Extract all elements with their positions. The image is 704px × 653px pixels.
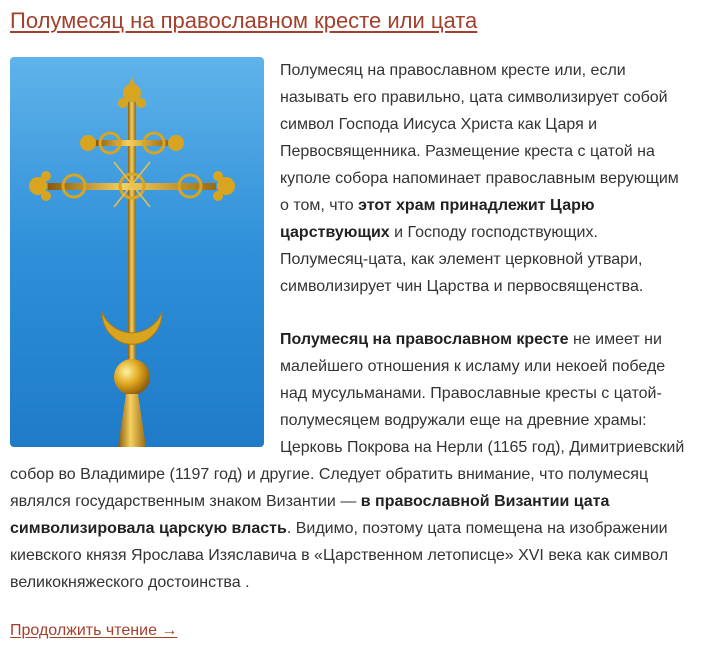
bold-phrase-2: Полумесяц на православном кресте (280, 331, 569, 348)
orthodox-cross-image (10, 57, 264, 447)
paragraph-2: Полумесяц на православном кресте не имеет ни малейшего отношения к исламу или некоей победе над мусульманами. Православные кресты с цатой-полумесяцем водружали еще на древние храмы: Церковь Покрова на Нерли (1165 год), Димитриевский собор во Владимире (1197 год) и другие. Следует обратить внимание, что полумесяц являлся государственным знаком Византии — в православной Византии цата символизировала царскую власть. Видимо, поэтому цата помещена на изображении киевского князя Ярослава Изяславича в «Царственном летописце» XVI века как символ великокняжеского достоинства . (10, 331, 685, 591)
bold-phrase-1: этот храм принадлежит Царю царствующих (280, 197, 595, 241)
paragraph-1: Полумесяц на православном кресте или, если называть его правильно, цата символизирует собой символ Господа Иисуса Христа как Царя и Первосвященника. Размещение креста с цатой на куполе собора напоминает православным верующим о том, что этот храм принадлежит Царю царствующих и Господу господствующих. Полумесяц-цата, как элемент церковной утвари, символизирует чин Царства и первосвященства. (280, 62, 679, 295)
post-title-link[interactable]: Полумесяц на православном кресте или цата (10, 8, 478, 33)
post-content (10, 57, 690, 596)
read-more-link[interactable]: Продолжить чтение → (10, 622, 178, 639)
post-title (10, 6, 477, 36)
bold-phrase-3: в православной Византии цата символизировала царскую власть (10, 493, 610, 537)
cross-photo[interactable] (10, 57, 264, 447)
